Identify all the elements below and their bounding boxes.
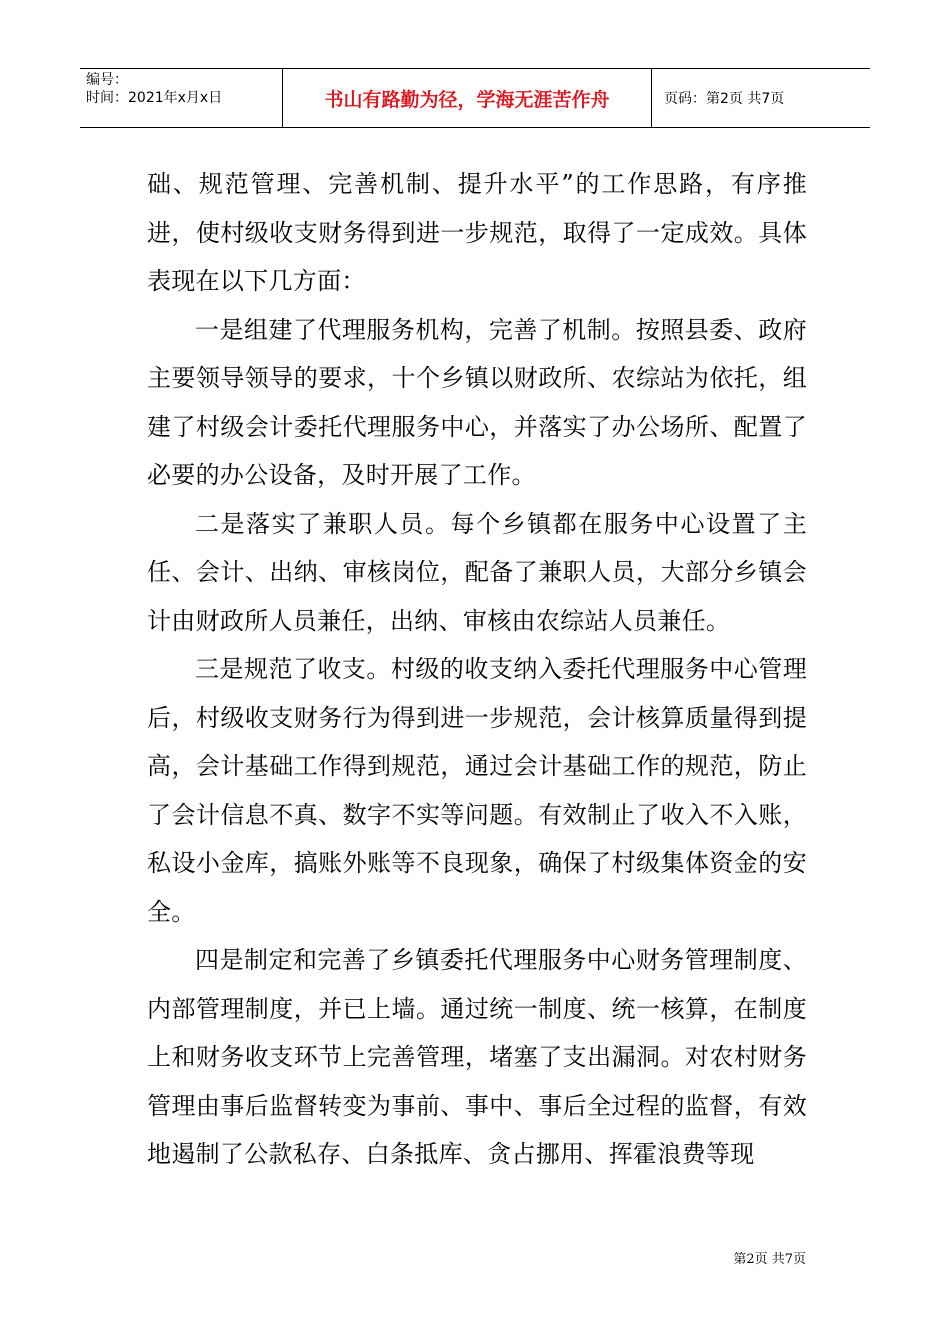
paragraph-point-one: 一是组建了代理服务机构，完善了机制。按照县委、政府主要领导领导的要求，十个乡镇以财政所、农综站为依托，组建了村级会计委托代理服务中心，并落实了办公场所、配置了必要的办公设备，及时开展了工作。 xyxy=(147,315,807,489)
header-meta xyxy=(80,69,283,127)
header-motto: 书山有路勤为径，学海无涯苦作舟 xyxy=(283,69,652,127)
paragraph-point-two: 二是落实了兼职人员。每个乡镇都在服务中心设置了主任、会计、出纳、审核岗位，配备了兼职人员，大部分乡镇会计由财政所人员兼任，出纳、审核由农综站人员兼任。 xyxy=(147,509,807,635)
serial-number-label: 编号： xyxy=(86,72,128,88)
date-label: 时间：2021年x月x日 xyxy=(86,90,223,106)
page-header xyxy=(80,68,870,128)
paragraph-point-four: 四是制定和完善了乡镇委托代理服务中心财务管理制度、内部管理制度，并已上墙。通过统一制度、统一核算，在制度上和财务收支环节上完善管理，堵塞了支出漏洞。对农村财务管理由事后监督转变为事前、事中、事后全过程的监督，有效地遏制了公款私存、白条抵库、贪占挪用、挥霍浪费等现 xyxy=(147,946,807,1168)
paragraph-point-three: 三是规范了收支。村级的收支纳入委托代理服务中心管理后，村级收支财务行为得到进一步规范，会计核算质量得到提高，会计基础工作得到规范，通过会计基础工作的规范，防止了会计信息不真、数字不实等问题。有效制止了收入不入账，私设小金库，搞账外账等不良现象，确保了村级集体资金的安全。 xyxy=(147,655,807,926)
header-page-number: 页码：第2页 共7页 xyxy=(664,91,785,107)
document-body xyxy=(147,160,807,1179)
paragraph-continuation: 础、规范管理、完善机制、提升水平”的工作思路，有序推进，使村级收支财务得到进一步规范，取得了一定成效。具体表现在以下几方面： xyxy=(147,170,807,295)
page-footer: 第2页 共7页 xyxy=(733,1252,806,1267)
